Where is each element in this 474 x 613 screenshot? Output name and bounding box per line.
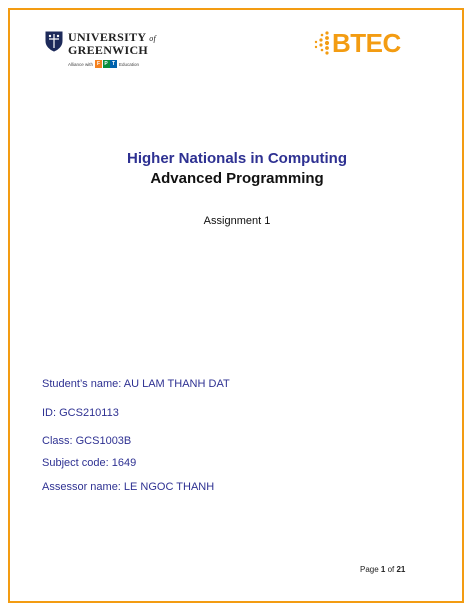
title-block <box>0 150 474 187</box>
page-number: Page 1 of 21 <box>360 565 406 574</box>
document-subtitle: Advanced Programming <box>150 170 324 187</box>
btec-logo <box>313 26 409 60</box>
student-name: Student’s name: AU LAM THANH DAT <box>42 378 230 390</box>
btec-dots-icon <box>313 30 331 56</box>
student-id: ID: GCS210113 <box>42 407 119 419</box>
subject-code: Subject code: 1649 <box>42 457 137 469</box>
fpt-logo: F P T <box>96 61 116 67</box>
document-title: Higher Nationals in Computing <box>127 150 347 167</box>
assessor-name: Assessor name: LE NGOC THANH <box>42 481 215 493</box>
alliance-tagline <box>68 60 139 68</box>
alliance-prefix: Alliance with <box>68 61 94 67</box>
assignment-label: Assignment 1 <box>203 215 271 227</box>
page-border <box>8 8 464 603</box>
university-of-greenwich-logo <box>44 28 164 72</box>
alliance-suffix: Education <box>119 61 140 67</box>
logo-line-university: UNIVERSITY of <box>68 30 157 44</box>
crest-icon <box>44 30 64 52</box>
logo-line-greenwich: GREENWICH <box>68 43 149 57</box>
class-code: Class: GCS1003B <box>42 435 132 447</box>
btec-wordmark: BTEC <box>332 27 401 58</box>
